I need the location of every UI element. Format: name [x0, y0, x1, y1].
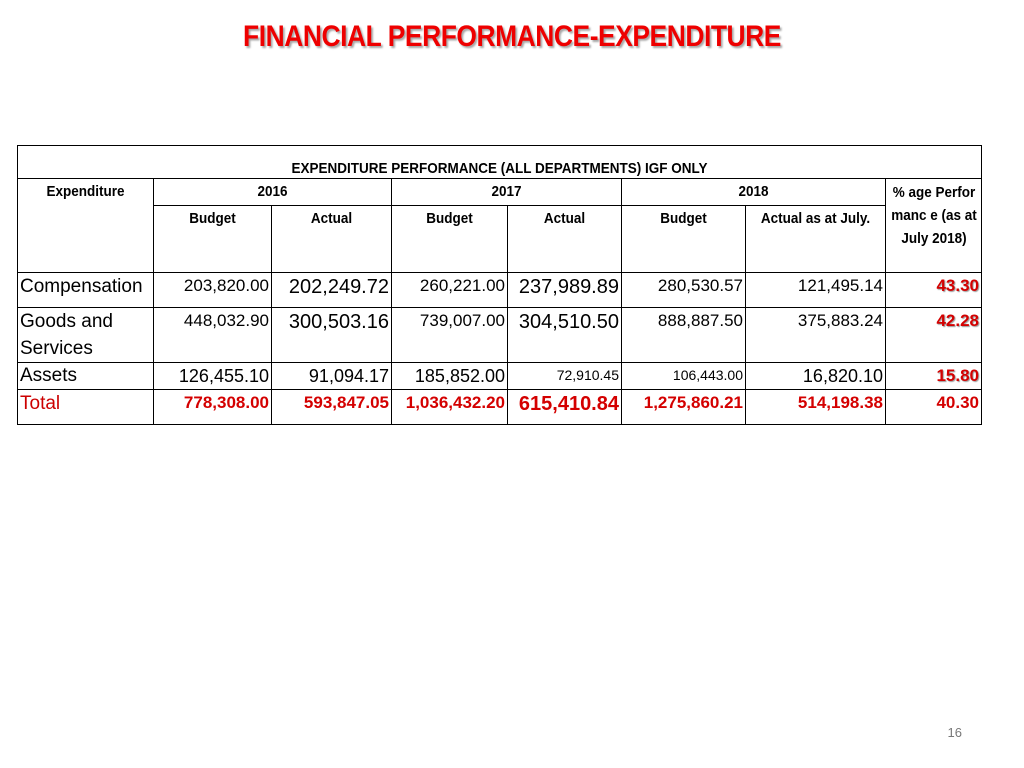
budget-2018-cell: 106,443.00	[622, 363, 746, 390]
row-label: Compensation	[18, 273, 154, 308]
budget-2016-cell: 126,455.10	[154, 363, 272, 390]
actual-2016-cell: 300,503.16	[272, 308, 392, 363]
pct-cell: 15.80	[886, 363, 982, 390]
year-2017-header: 2017	[491, 183, 522, 200]
actual-2016-cell: 202,249.72	[272, 273, 392, 308]
budget-2017-cell: 185,852.00	[392, 363, 508, 390]
year-2016-header: 2016	[257, 183, 288, 200]
expenditure-header: Expenditure	[46, 183, 125, 200]
budget-2017-cell: 260,221.00	[392, 273, 508, 308]
actual-2016-cell: 593,847.05	[272, 390, 392, 425]
budget-2016-cell: 448,032.90	[154, 308, 272, 363]
actual-2018-cell: 514,198.38	[746, 390, 886, 425]
table-row	[18, 363, 982, 390]
year-2018-header: 2018	[738, 183, 769, 200]
budget-2017-cell: 739,007.00	[392, 308, 508, 363]
budget-2016-cell: 778,308.00	[154, 390, 272, 425]
budget-2017-cell: 1,036,432.20	[392, 390, 508, 425]
page-title: FINANCIAL PERFORMANCE-EXPENDITURE	[243, 20, 781, 53]
caption-row	[18, 146, 982, 179]
pct-header-cell	[886, 179, 982, 273]
sub-header-actual-2018: Actual as at July.	[760, 210, 871, 227]
sub-header-actual-2018-cell	[746, 206, 886, 273]
pct-cell: 43.30	[886, 273, 982, 308]
actual-2017-cell: 615,410.84	[508, 390, 622, 425]
sub-header-actual-2016: Actual	[310, 210, 353, 227]
year-2018-header-cell	[622, 179, 886, 206]
budget-2018-cell: 280,530.57	[622, 273, 746, 308]
sub-header-actual-2017: Actual	[543, 210, 586, 227]
actual-2018-cell: 375,883.24	[746, 308, 886, 363]
pct-cell: 42.28	[886, 308, 982, 363]
year-header-row	[18, 179, 982, 206]
pct-cell: 40.30	[886, 390, 982, 425]
sub-header-budget-2018-cell	[622, 206, 746, 273]
actual-2017-cell: 237,989.89	[508, 273, 622, 308]
table-row-total	[18, 390, 982, 425]
budget-2018-cell: 888,887.50	[622, 308, 746, 363]
budget-2016-cell: 203,820.00	[154, 273, 272, 308]
actual-2017-cell: 72,910.45	[508, 363, 622, 390]
actual-2016-cell: 91,094.17	[272, 363, 392, 390]
sub-header-row	[18, 206, 982, 273]
sub-header-actual-2017-cell	[508, 206, 622, 273]
year-2016-header-cell	[154, 179, 392, 206]
expenditure-header-cell	[18, 179, 154, 273]
sub-header-budget-2016: Budget	[189, 210, 236, 227]
table-caption: EXPENDITURE PERFORMANCE (ALL DEPARTMENTS) IGF ONLY	[291, 160, 708, 177]
pct-header: % age Performanc e (as at July 2018)	[891, 184, 977, 247]
sub-header-budget-2016-cell	[154, 206, 272, 273]
row-label: Assets	[18, 363, 154, 390]
expenditure-table	[17, 145, 982, 425]
sub-header-budget-2017-cell	[392, 206, 508, 273]
actual-2018-cell: 121,495.14	[746, 273, 886, 308]
table-caption-cell	[18, 146, 982, 179]
row-label: Total	[18, 390, 154, 425]
actual-2018-cell: 16,820.10	[746, 363, 886, 390]
sub-header-actual-2016-cell	[272, 206, 392, 273]
row-label: Goods and Services	[18, 308, 154, 363]
budget-2018-cell: 1,275,860.21	[622, 390, 746, 425]
table-row	[18, 273, 982, 308]
actual-2017-cell: 304,510.50	[508, 308, 622, 363]
page-number: 16	[947, 725, 962, 740]
sub-header-budget-2018: Budget	[660, 210, 707, 227]
sub-header-budget-2017: Budget	[426, 210, 473, 227]
year-2017-header-cell	[392, 179, 622, 206]
table-row	[18, 308, 982, 363]
